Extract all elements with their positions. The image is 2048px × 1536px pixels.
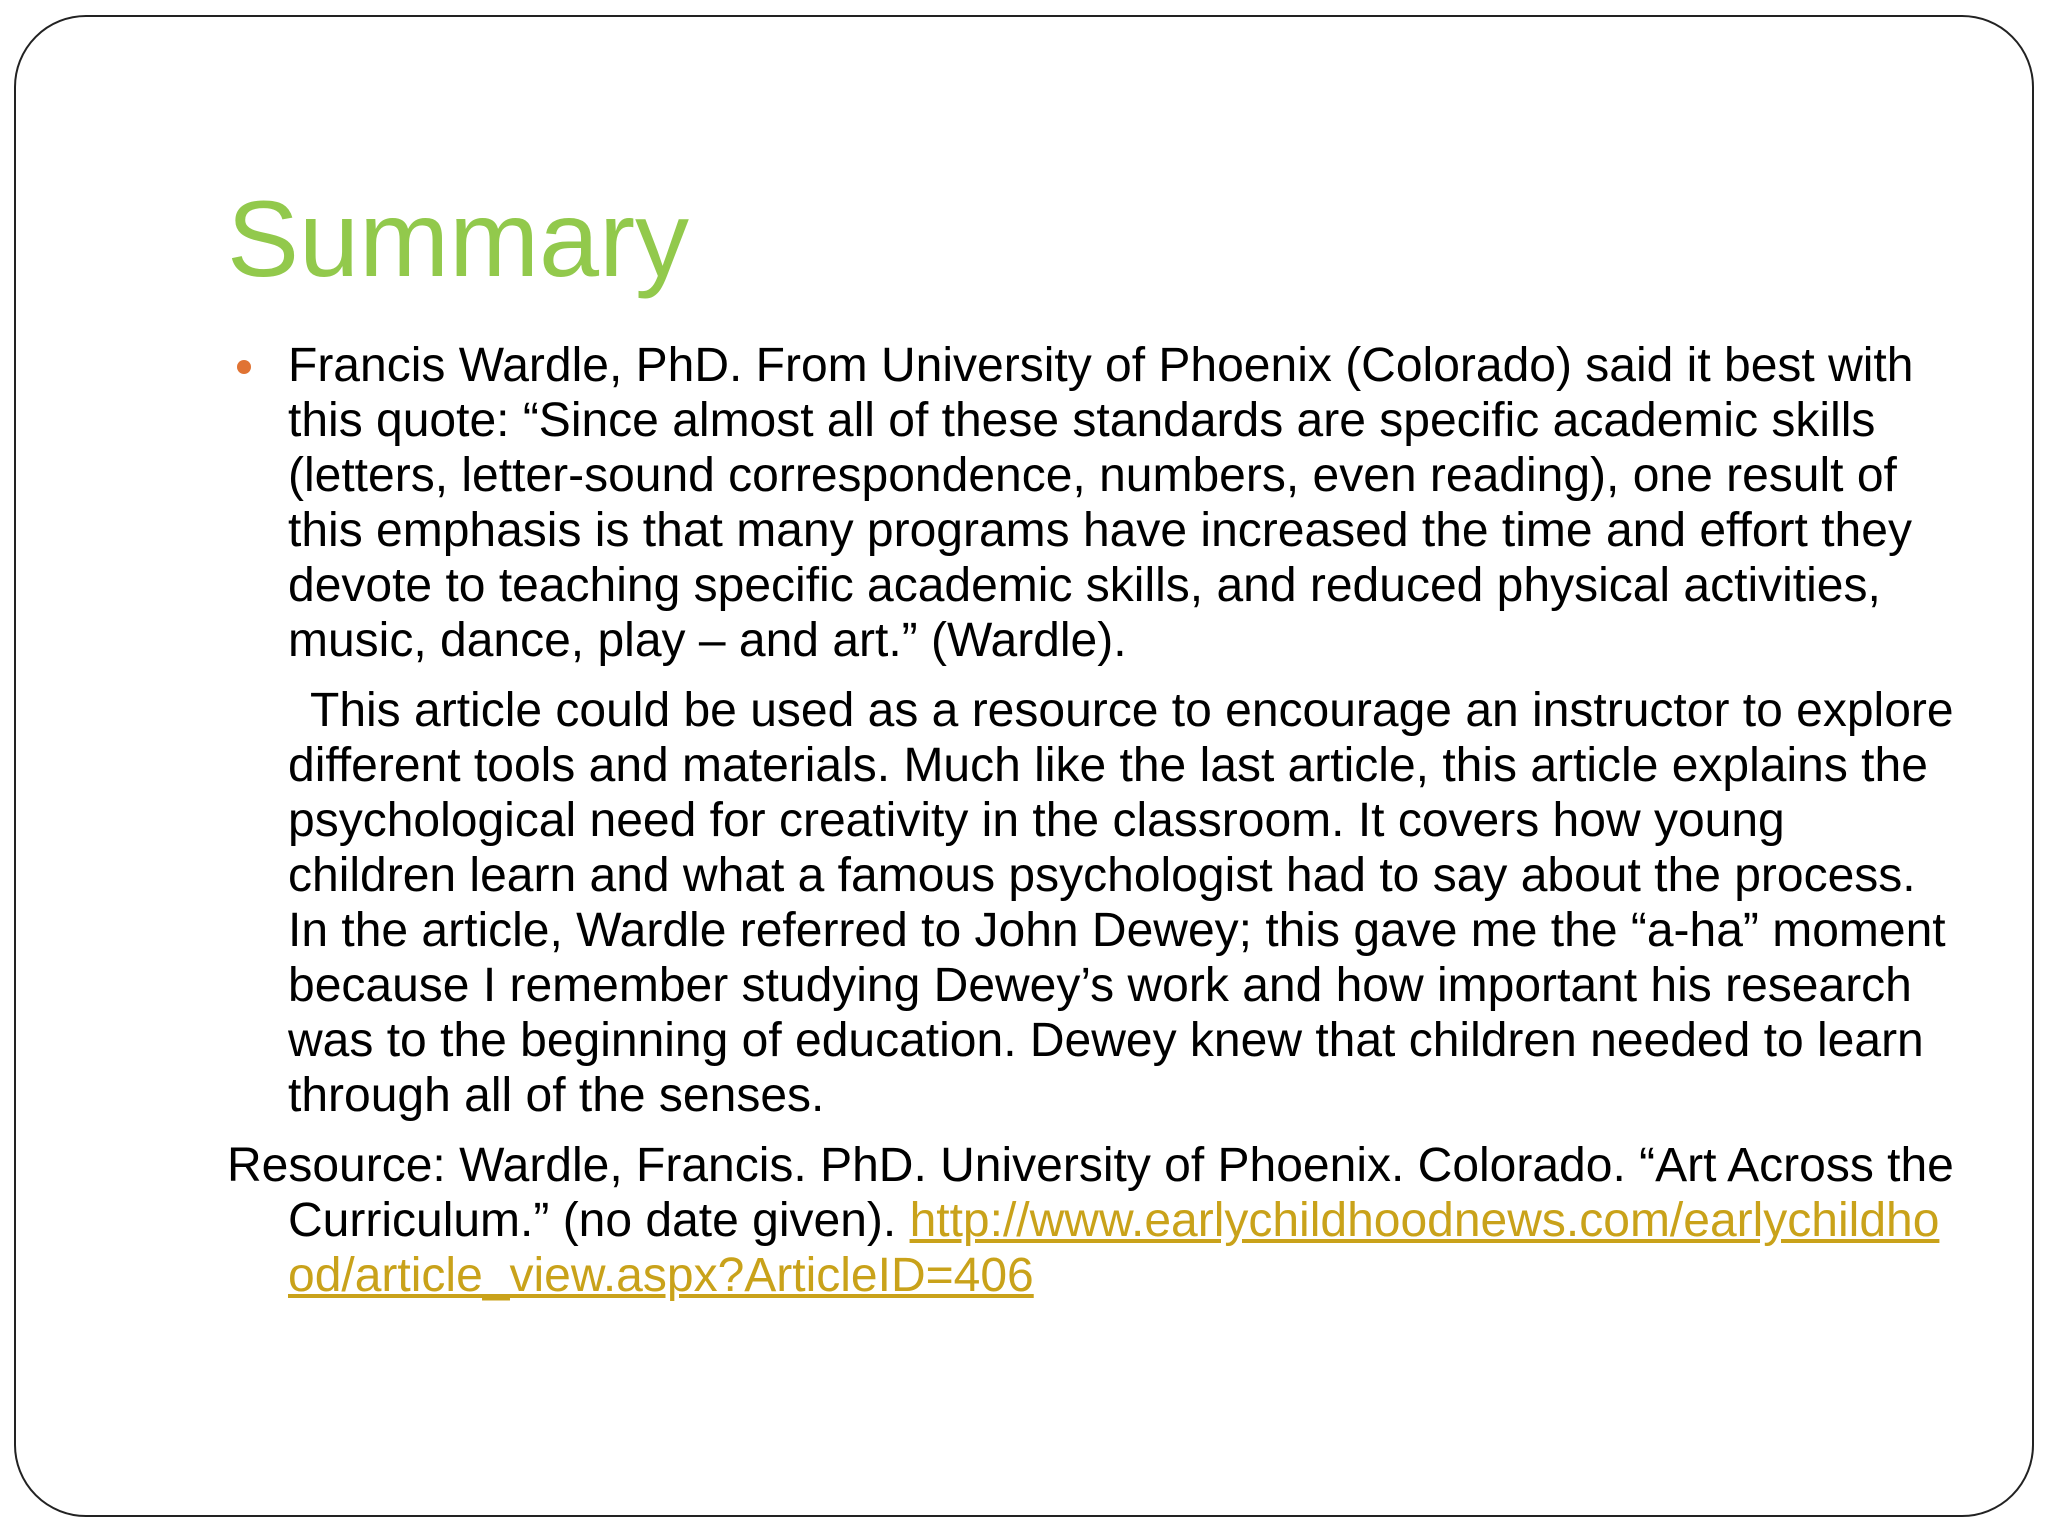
slide-body	[227, 338, 1957, 1303]
commentary-paragraph: This article could be used as a resource to encourage an instructor to explore different tools and materials. Much like the last article, this article explains the psychological need for creativity in the classroom. It covers how young children learn and what a famous psychologist had to say about the process. In the article, Wardle referred to John Dewey; this gave me the “a-ha” moment because I remember studying Dewey’s work and how important his research was to the beginning of education. Dewey knew that children needed to learn through all of the senses.	[288, 684, 1954, 1122]
slide-title: Summary	[227, 178, 690, 299]
resource-text: Resource: Wardle, Francis. PhD. University of Phoenix. Colorado. “Art Across the Curriculum.” (no date given).	[227, 1139, 1954, 1247]
resource-link[interactable]: http://www.earlychildhoodnews.com/earlychildhood/article_view.aspx?ArticleID=406	[288, 1194, 1940, 1302]
bullet-item	[227, 338, 1957, 1123]
resource-citation	[227, 1138, 1957, 1303]
quote-paragraph: Francis Wardle, PhD. From University of Phoenix (Colorado) said it best with this quote: “Since almost all of these standards are specific academic skills (letters, letter-sound correspondence, numbers, even reading), one result of this emphasis is that many programs have increased the time and effort they devote to teaching specific academic skills, and reduced physical activities, music, dance, play – and art.” (Wardle).	[288, 339, 1914, 667]
bullet-dot-icon	[237, 360, 251, 374]
slide	[14, 15, 2034, 1517]
